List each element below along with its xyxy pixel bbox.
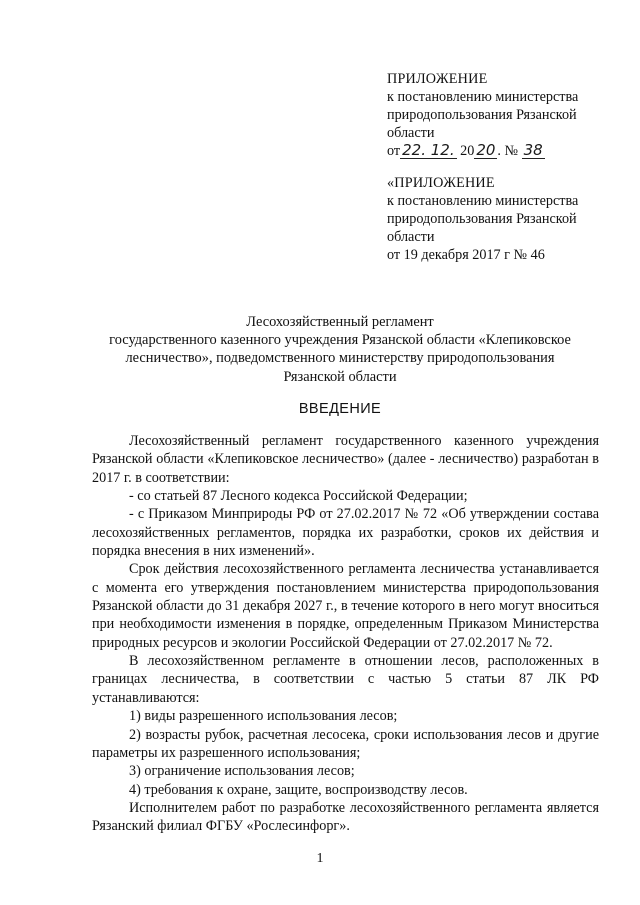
appendix-header (387, 70, 627, 160)
title-line-1: Лесохозяйственный регламент (246, 314, 434, 330)
title-line-3: лесничество», подведомственного министерству природопользования (125, 350, 555, 367)
paragraph: - со статьей 87 Лесного кодекса Российской Федерации; (129, 488, 468, 505)
previous-appendix-caption: «ПРИЛОЖЕНИЕ (387, 175, 495, 191)
date-year-prefix: 20 (460, 143, 475, 159)
page-number: 1 (316, 851, 324, 866)
title-line-2: государственного казенного учреждения Рязанской области «Клепиковское (109, 332, 571, 349)
appendix-caption: ПРИЛОЖЕНИЕ (387, 71, 488, 87)
paragraph: - с Приказом Минприроды РФ от 27.02.2017 № 72 «Об утверждении состава лесохозяйственных регламентов, порядка их разработки, сроков их действия и порядка внесения в них изменений». (92, 506, 599, 560)
paragraph: 3) ограничение использования лесов; (129, 763, 355, 780)
paragraph: В лесохозяйственном регламенте в отношении лесов, расположенных в границах лесничества, в соответствии с частью 5 статьи 87 ЛК РФ устанавливаются: (92, 653, 599, 706)
previous-appendix-line-1: к постановлению министерства (387, 193, 579, 209)
appendix-line-1: к постановлению министерства (387, 89, 579, 105)
handwritten-number: 38 (523, 141, 543, 159)
appendix-line-3: области (387, 125, 435, 141)
date-prefix: от (387, 143, 401, 159)
section-heading: ВВЕДЕНИЕ (298, 401, 382, 417)
paragraph: Срок действия лесохозяйственного регламента лесничества устанавливается с момента его утверждения постановлением министерства природопользования Рязанской области до 31 декабря 2027 г., в течение которого в него могут вноситься при необходимости изменения в порядке, определенным Приказом Министерства природных ресурсов и экологии Российской Федерации от 27.02.2017 № 72. (92, 561, 599, 651)
paragraph: Лесохозяйственный регламент государственного казенного учреждения Рязанской области «Клепиковское лесничество» (далее - лесничество) разработан в 2017 г. в соответствии: (92, 433, 599, 486)
paragraph: 1) виды разрешенного использования лесов; (129, 708, 398, 725)
intro-body (92, 432, 599, 836)
handwritten-date: 22. 12. (402, 141, 455, 159)
previous-appendix-line-3: области (387, 229, 435, 245)
document-title (92, 313, 588, 386)
paragraph: 4) требования к охране, защите, воспроизводству лесов. (129, 781, 468, 798)
previous-appendix-header (387, 174, 627, 264)
appendix-line-2: природопользования Рязанской (387, 107, 577, 123)
handwritten-year: 20 (476, 141, 496, 159)
previous-appendix-line-2: природопользования Рязанской (387, 211, 577, 227)
previous-appendix-date: от 19 декабря 2017 г № 46 (387, 247, 545, 263)
title-line-4: Рязанской области (283, 368, 397, 385)
appendix-date-line (387, 142, 627, 160)
number-label: . № (497, 143, 519, 159)
paragraph: 2) возрасты рубок, расчетная лесосека, сроки использования лесов и другие параметры их разрешенного использования; (92, 726, 599, 761)
paragraph: Исполнителем работ по разработке лесохозяйственного регламента является Рязанский филиал ФГБУ «Рослесинфорг». (92, 799, 599, 835)
